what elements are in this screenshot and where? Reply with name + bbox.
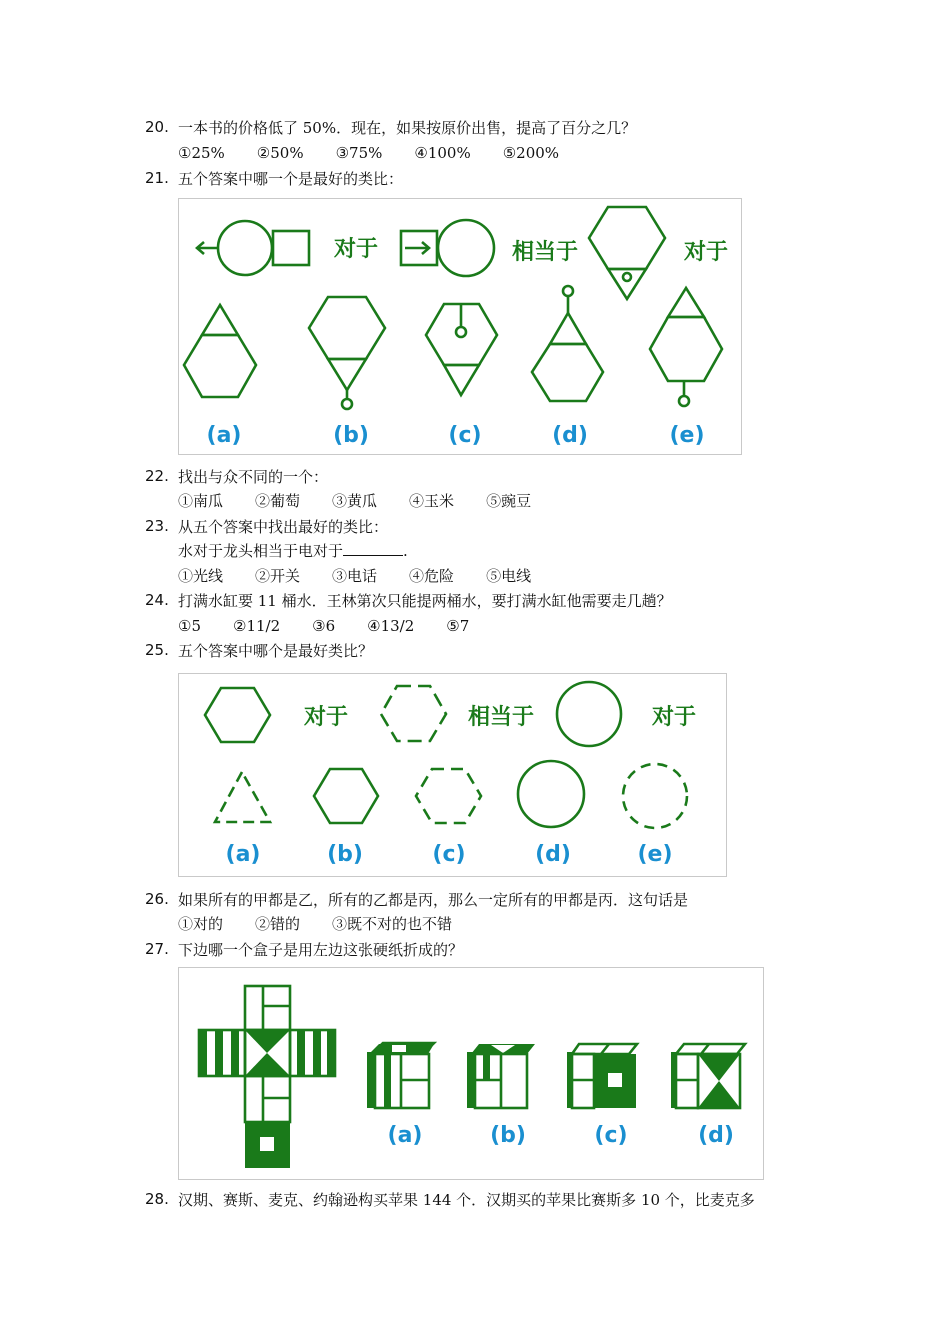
- option-label-e[interactable]: (e): [637, 842, 673, 867]
- option-4[interactable]: ④玉米: [409, 492, 455, 510]
- question-subtext: [178, 541, 408, 561]
- option-label-d[interactable]: (d): [698, 1123, 734, 1148]
- option-1[interactable]: ①5: [178, 617, 201, 635]
- option-label-b[interactable]: (b): [333, 423, 369, 448]
- question-number: 28.: [145, 1190, 169, 1208]
- options: [178, 914, 484, 934]
- figure-q25: [178, 673, 727, 877]
- option-label-b[interactable]: (b): [490, 1123, 526, 1148]
- relation-word-3: 对于: [684, 240, 729, 265]
- option-4[interactable]: ④危险: [409, 567, 455, 585]
- question-text: 汉期、赛斯、麦克、约翰逊构买苹果 144 个．汉期买的苹果比赛斯多 10 个，比麦克多: [178, 1191, 755, 1209]
- relation-word-1: 对于: [304, 705, 349, 730]
- cube-net: [199, 986, 335, 1168]
- relation-word-3: 对于: [652, 705, 697, 730]
- figure-q27: [178, 967, 764, 1180]
- option-3[interactable]: ③黄瓜: [332, 492, 378, 510]
- options: [178, 616, 501, 636]
- cube-a: [367, 1043, 434, 1108]
- question-number: 25.: [145, 641, 169, 659]
- question-text: 打满水缸要 11 桶水．王林第次只能提两桶水，要打满水缸他需要走几趟？: [178, 592, 672, 610]
- analogy-text: 水对于龙头相当于电对于: [178, 542, 344, 560]
- option-1[interactable]: ①南瓜: [178, 492, 224, 510]
- question-number: 21.: [145, 169, 169, 187]
- question-text: 如果所有的甲都是乙，所有的乙都是丙，那么一定所有的甲都是丙．这句话是: [178, 891, 689, 909]
- options: [178, 491, 563, 511]
- option-label-c[interactable]: (c): [594, 1123, 628, 1148]
- option-label-a[interactable]: (a): [225, 842, 261, 867]
- option-label-a[interactable]: (a): [206, 423, 242, 448]
- option-2[interactable]: ②错的: [255, 915, 301, 933]
- option-label-b[interactable]: (b): [327, 842, 363, 867]
- relation-word-2: 相当于: [512, 240, 579, 265]
- cube-d: [671, 1044, 745, 1108]
- options: [178, 566, 563, 586]
- option-label-d[interactable]: (d): [552, 423, 588, 448]
- question-number: 27.: [145, 940, 169, 958]
- relation-word-1: 对于: [334, 237, 379, 262]
- question-text: 五个答案中哪个是最好类比？: [178, 642, 374, 660]
- answer-blank[interactable]: [343, 541, 403, 556]
- cube-c: [567, 1044, 637, 1108]
- option-5[interactable]: ⑤200%: [502, 144, 560, 162]
- question-text: 找出与众不同的一个：: [178, 468, 329, 486]
- relation-word-2: 相当于: [468, 705, 535, 730]
- option-1[interactable]: ①对的: [178, 915, 224, 933]
- analogy-end: .: [403, 542, 408, 560]
- option-2[interactable]: ②11/2: [233, 617, 281, 635]
- figure-q21: [178, 198, 742, 455]
- option-3[interactable]: ③6: [312, 617, 336, 635]
- option-2[interactable]: ②葡萄: [255, 492, 301, 510]
- option-5[interactable]: ⑤7: [446, 617, 470, 635]
- question-number: 23.: [145, 517, 169, 535]
- option-label-a[interactable]: (a): [387, 1123, 423, 1148]
- question-text: 从五个答案中找出最好的类比：: [178, 518, 389, 536]
- option-5[interactable]: ⑤电线: [486, 567, 532, 585]
- option-3[interactable]: ③既不对的也不错: [332, 915, 453, 933]
- question-number: 24.: [145, 591, 169, 609]
- option-label-e[interactable]: (e): [669, 423, 705, 448]
- option-3[interactable]: ③电话: [332, 567, 378, 585]
- option-5[interactable]: ⑤豌豆: [486, 492, 532, 510]
- question-number: 22.: [145, 467, 169, 485]
- option-1[interactable]: ①光线: [178, 567, 224, 585]
- question-text: 五个答案中哪一个是最好的类比：: [178, 170, 404, 188]
- option-4[interactable]: ④100%: [414, 144, 471, 162]
- option-label-c[interactable]: (c): [432, 842, 466, 867]
- option-4[interactable]: ④13/2: [367, 617, 415, 635]
- option-label-d[interactable]: (d): [535, 842, 571, 867]
- option-label-c[interactable]: (c): [448, 423, 482, 448]
- option-2[interactable]: ②50%: [256, 144, 304, 162]
- option-1[interactable]: ①25%: [178, 144, 225, 162]
- question-number: 26.: [145, 890, 169, 908]
- option-2[interactable]: ②开关: [255, 567, 301, 585]
- options: [178, 143, 591, 163]
- question-number: 20.: [145, 118, 169, 136]
- question-text: 下边哪一个盒子是用左边这张硬纸折成的？: [178, 941, 464, 959]
- cube-b: [467, 1044, 535, 1108]
- question-text: 一本书的价格低了 50%．现在，如果按原价出售，提高了百分之几？: [178, 119, 637, 137]
- option-3[interactable]: ③75%: [335, 144, 383, 162]
